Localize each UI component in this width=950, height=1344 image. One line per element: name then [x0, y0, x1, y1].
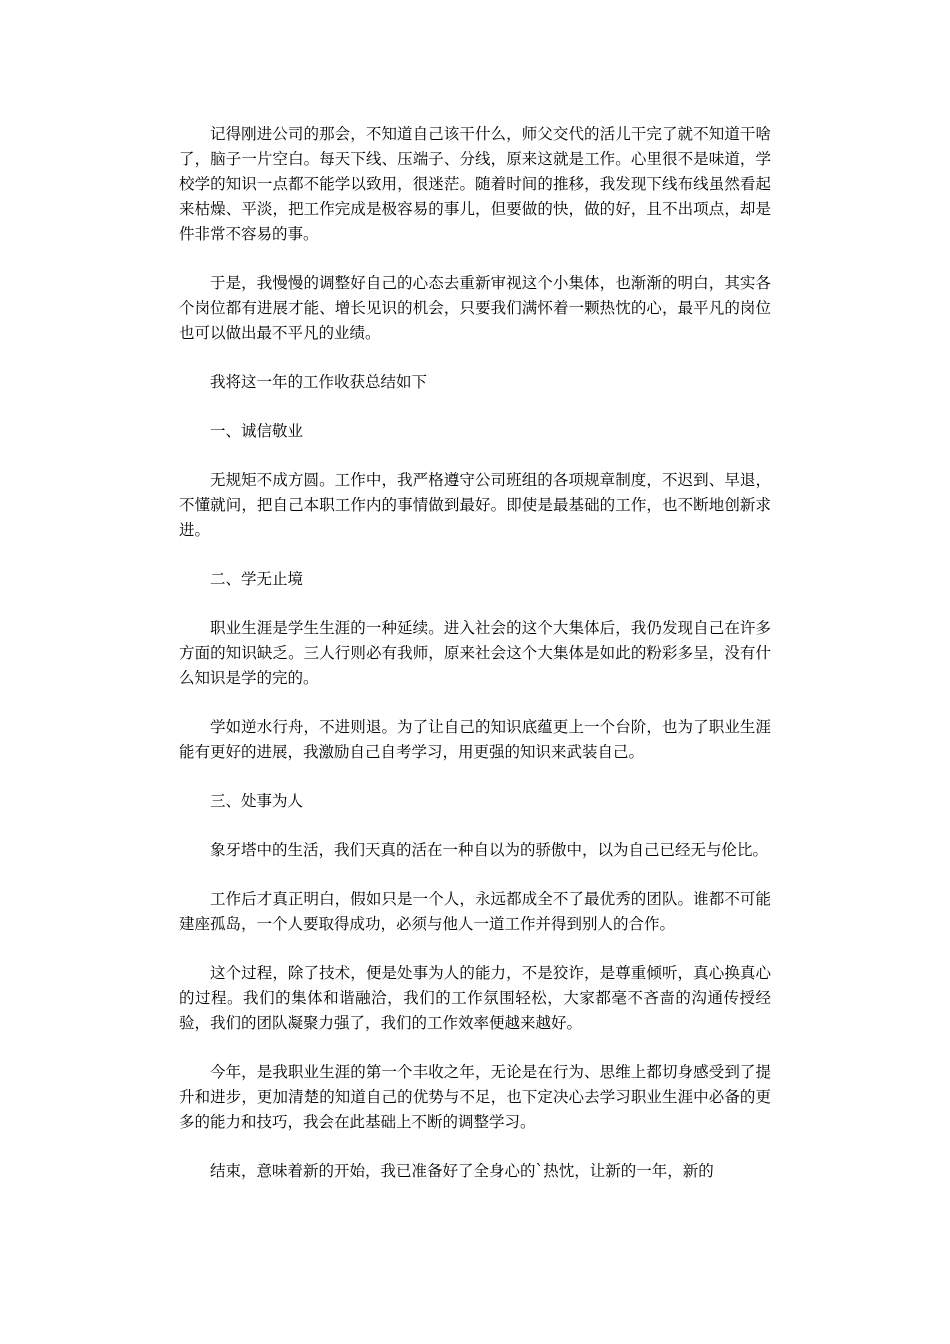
paragraph-summary-lead: 我将这一年的工作收获总结如下 — [210, 373, 428, 391]
section-heading-3: 三、处事为人 — [210, 792, 304, 810]
paragraph-mindset: 于是，我慢慢的调整好自己的心态去重新审视这个小集体，也渐渐的明白，其实各个岗位都有进展才能、增长见识的机会，只要我们满怀着一颗热忱的心，最平凡的岗位也可以做出最不平凡的业绩。 — [179, 274, 771, 342]
paragraph-conduct-1: 象牙塔中的生活，我们天真的活在一种自以为的骄傲中，以为自己已经无与伦比。 — [210, 841, 769, 859]
paragraph-year-review: 今年，是我职业生涯的第一个丰收之年，无论是在行为、思维上都切身感受到了提升和进步，更加清楚的知道自己的优势与不足，也下定决心去学习职业生涯中必备的更多的能力和技巧，我会在此基础上不断的调整学习。 — [179, 1063, 771, 1131]
paragraph-intro: 记得刚进公司的那会，不知道自己该干什么，师父交代的活儿干完了就不知道干啥了，脑子一片空白。每天下线、压端子、分线，原来这就是工作。心里很不是味道，学校学的知识一点都不能学以致用，很迷茫。随着时间的推移，我发现下线布线虽然看起来枯燥、平淡，把工作完成是极容易的事儿，但要做的快，做的好，且不出项点，却是件非常不容易的事。 — [179, 125, 771, 243]
document-page — [179, 122, 771, 1184]
paragraph-learning-1: 职业生涯是学生生涯的一种延续。进入社会的这个大集体后，我仍发现自己在许多方面的知识缺乏。三人行则必有我师，原来社会这个大集体是如此的粉彩多呈，没有什么知识是学的完的。 — [179, 619, 771, 687]
paragraph-learning-2: 学如逆水行舟，不进则退。为了让自己的知识底蕴更上一个台阶，也为了职业生涯能有更好的进展，我激励自己自考学习，用更强的知识来武装自己。 — [179, 718, 771, 761]
paragraph-integrity: 无规矩不成方圆。工作中，我严格遵守公司班组的各项规章制度，不迟到、早退，不懂就问，把自己本职工作内的事情做到最好。即使是最基础的工作，也不断地创新求进。 — [179, 471, 771, 539]
section-heading-2: 二、学无止境 — [210, 570, 304, 588]
paragraph-conduct-2: 工作后才真正明白，假如只是一个人，永远都成全不了最优秀的团队。谁都不可能建座孤岛，一个人要取得成功，必须与他人一道工作并得到别人的合作。 — [179, 890, 771, 933]
section-heading-1: 一、诚信敬业 — [210, 422, 304, 440]
paragraph-conduct-3: 这个过程，除了技术，便是处事为人的能力，不是狡诈，是尊重倾听，真心换真心的过程。我们的集体和谐融洽，我们的工作氛围轻松，大家都毫不吝啬的沟通传授经验，我们的团队凝聚力强了，我们的工作效率便越来越好。 — [179, 964, 771, 1032]
paragraph-closing: 结束，意味着新的开始，我已准备好了全身心的`热忱，让新的一年，新的 — [210, 1162, 714, 1180]
